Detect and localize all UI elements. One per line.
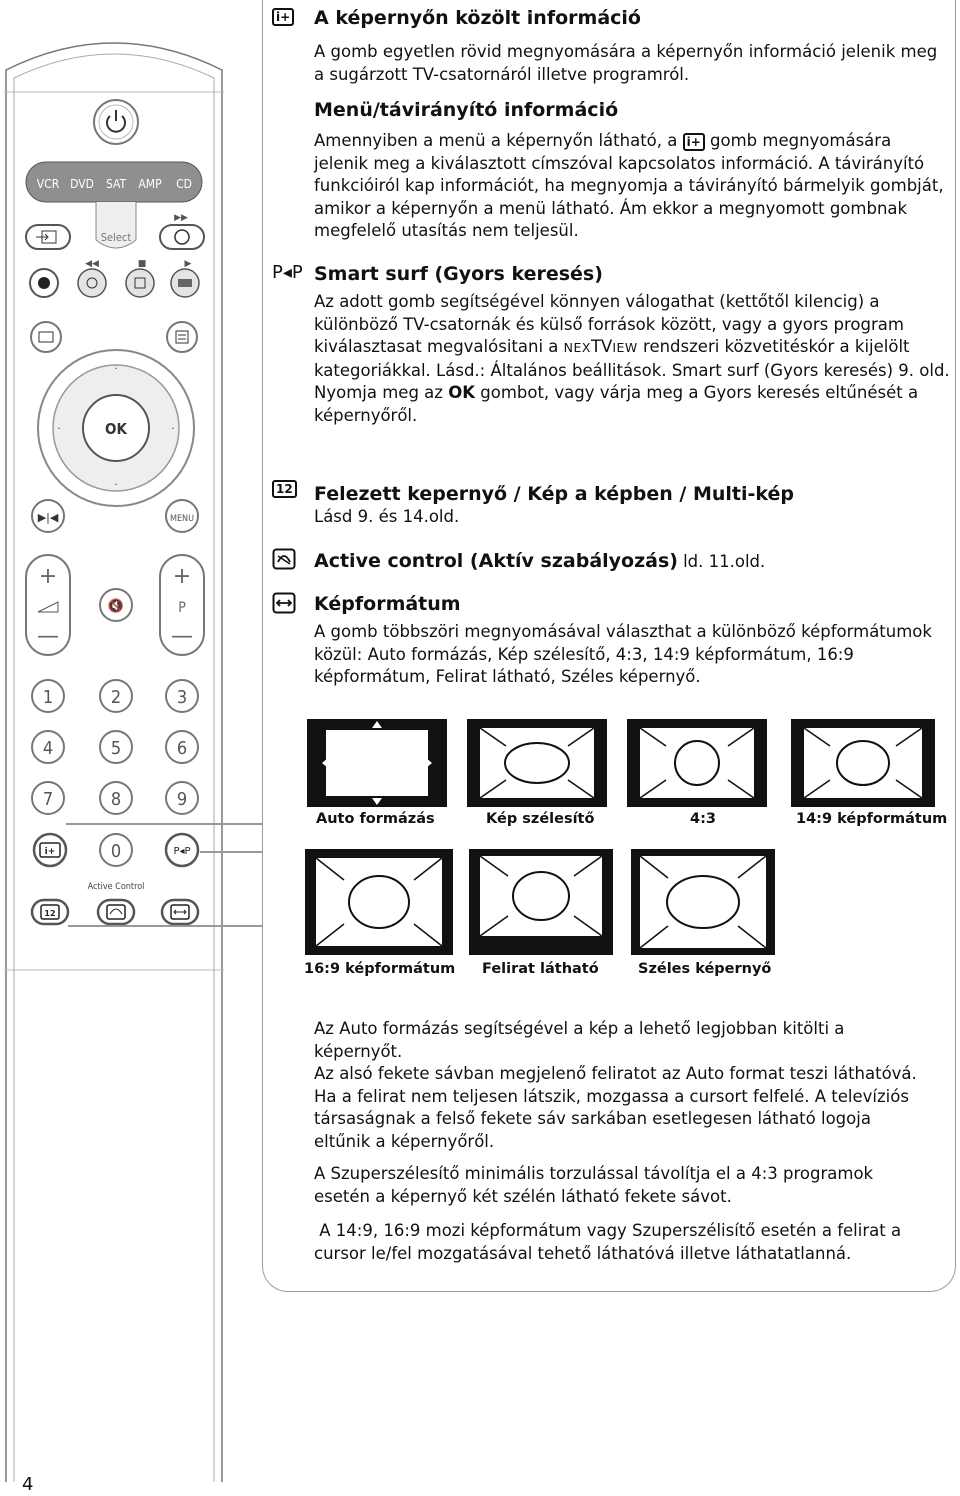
svg-text:—: —: [37, 624, 59, 649]
format-illustration-wide: [630, 848, 776, 956]
svg-text:+: +: [172, 564, 192, 589]
digit-label: 8: [110, 789, 122, 810]
active-control-label: Active Control: [87, 882, 145, 892]
digit-label: 4: [42, 738, 54, 759]
info-text: A gomb egyetlen rövid megnyomására a képernyőn információ jelenik meg a sugárzott TV-csatornáról illetve programról.: [314, 42, 938, 84]
format-illustration-stretch: [466, 718, 608, 808]
note-paragraph: A Szuperszélesítő minimális torzulással távolítja el a 4:3 programok esetén a képernyő két szélén látható fekete sávot.: [314, 1164, 874, 1206]
format-caption: Kép szélesítő: [486, 811, 595, 827]
source-button-sat[interactable]: SAT: [105, 177, 127, 191]
dual-screen-title: Felezett kepernyő / Kép a képben / Multi-kép: [314, 483, 794, 505]
picture-format-section: [314, 592, 950, 689]
info-icon: i+: [44, 847, 56, 857]
format-illustration-16-9: [304, 848, 454, 956]
menu-info-section: [314, 98, 950, 243]
pip-icon: ▶|◀: [37, 511, 59, 524]
active-control-section: [314, 549, 950, 573]
dual-screen-text: Lásd 9. és 14.old.: [314, 507, 460, 526]
mute-icon: 🔇: [107, 599, 125, 614]
dual-screen-icon: 12: [272, 478, 297, 499]
brand-name: NEX: [563, 340, 591, 355]
format-caption: 4:3: [690, 811, 716, 827]
cursor-down-icon[interactable]: ·: [114, 480, 118, 491]
digit-label: 6: [176, 738, 188, 759]
digit-label: 3: [176, 687, 188, 708]
smart-surf-text-part: rendszeri közvetitéskór a kijelölt kategoriákkal. Lásd.: Általános beállitások. Smart surf (Gyors keresés) 9. old.: [314, 337, 950, 380]
dual-screen-icon: 12: [44, 909, 56, 918]
cursor-up-icon[interactable]: ·: [114, 364, 118, 375]
digit-label: 1: [42, 687, 54, 708]
select-button[interactable]: Select: [100, 231, 132, 244]
stop-icon: ■: [137, 259, 147, 269]
cursor-right-icon[interactable]: ·: [171, 424, 175, 435]
program-label: P: [178, 600, 186, 616]
info-section: [314, 6, 950, 86]
digit-label: 5: [110, 738, 122, 759]
smart-surf-text: [314, 291, 950, 382]
svg-text:+: +: [38, 564, 58, 589]
page-number: 4: [22, 1474, 34, 1495]
cursor-left-icon[interactable]: ·: [57, 424, 61, 435]
note-paragraph: Az alsó fekete sávban megjelenő feliratot az Auto format teszi láthatóvá. Ha a felirat nem teljesen látszik, mozgassa a cursort felfelé. A televíziós társaságnak a felső fekete sáv sarkában esetlegesen látható logoja eltűnik a képernyőről.: [314, 1064, 917, 1151]
fast-forward-icon: ▶▶: [174, 213, 188, 223]
play-icon: ▶: [184, 259, 192, 269]
notes-section: [314, 1018, 924, 1265]
smart-surf-title: Smart surf (Gyors keresés): [314, 263, 603, 285]
rewind-icon: ◀◀: [85, 259, 99, 269]
menu-info-text: [314, 130, 950, 243]
brand-name: TV: [590, 337, 613, 356]
svg-text:—: —: [171, 624, 193, 649]
digit-label: 2: [110, 687, 122, 708]
format-caption: Auto formázás: [316, 811, 435, 827]
dual-screen-section: [314, 482, 950, 529]
smart-surf-text-part: Nyomja meg az: [314, 383, 443, 402]
picture-format-text: A gomb többszöri megnyomásával választhat a különböző képformátumok közül: Auto formázás, Kép szélesítő, 4:3, 14:9 képformátum, 16:9 képformátum, Felirat látható, Széles képernyő.: [314, 622, 932, 686]
format-caption: Felirat látható: [482, 961, 599, 977]
info-icon: i+: [272, 6, 294, 27]
info-title: A képernyőn közölt információ: [314, 7, 641, 29]
format-illustration-subtitle: [468, 848, 614, 956]
digit-label: 7: [42, 789, 54, 810]
menu-info-text-part: gomb megnyomására jelenik meg a kiválasztott címszóval kapcsolatos információ. A távirányító funkcióiról kap információt, ha megnyomja a távirányító bármelyik gombját, amikor a képernyőn a menü látható. Ám ekkor a megnyomott gombnak megfelelő utasítás nem teljesül.: [314, 131, 944, 240]
digit-label: 9: [176, 789, 188, 810]
active-control-text: ld. 11.old.: [683, 552, 766, 571]
picture-format-title: Képformátum: [314, 593, 461, 615]
brand-name: IEW: [612, 340, 638, 355]
format-caption: 16:9 képformátum: [304, 961, 456, 977]
picture-format-icon: [272, 592, 296, 614]
smart-surf-text-part: gombot, vagy várja meg a Gyors keresés eltűnését a képernyőről.: [314, 383, 919, 425]
ok-label: OK: [105, 420, 127, 438]
source-button-cd[interactable]: CD: [176, 177, 192, 191]
format-caption: 14:9 képformátum: [796, 811, 948, 827]
smart-surf-ok-text: [314, 382, 950, 427]
menu-label: MENU: [169, 514, 195, 524]
info-icon: i+: [683, 133, 705, 151]
format-illustration-14-9: [790, 718, 936, 808]
menu-info-text-part: Amennyiben a menü a képernyőn látható, a: [314, 131, 678, 150]
smart-surf-text-part: Az adott gomb segítségével könnyen válogathat (kettőtől kilencig) a különböző TV-csatornák és külső források között, vagy a gyors program kiválasztasat megvalósitani a: [314, 292, 904, 356]
format-caption: Széles képernyő: [638, 961, 772, 977]
active-control-icon: [272, 548, 296, 570]
connector-lines: [0, 0, 270, 960]
note-paragraph: Az Auto formázás segítségével a kép a lehető legjobban kitölti a képernyőt.: [314, 1019, 845, 1061]
source-button-dvd[interactable]: DVD: [70, 177, 94, 191]
active-control-title: Active control (Aktív szabályozás): [314, 550, 678, 572]
source-button-vcr[interactable]: VCR: [36, 177, 60, 191]
menu-info-title: Menü/távirányító információ: [314, 99, 619, 121]
ok-keyword: OK: [448, 383, 475, 402]
note-paragraph: A 14:9, 16:9 mozi képformátum vagy Szuperszélisítő esetén a felirat a cursor le/fel mozgatásával tehető láthatóvá illetve láthatatlanná.: [314, 1221, 907, 1263]
format-illustration-auto: [306, 718, 448, 808]
format-illustration-4-3: [626, 718, 768, 808]
smart-surf-icon: P◂P: [272, 262, 303, 283]
smart-surf-icon: P◂P: [173, 846, 191, 857]
smart-surf-section: [314, 262, 950, 427]
digit-label: 0: [110, 841, 122, 862]
source-button-amp[interactable]: AMP: [138, 177, 162, 191]
